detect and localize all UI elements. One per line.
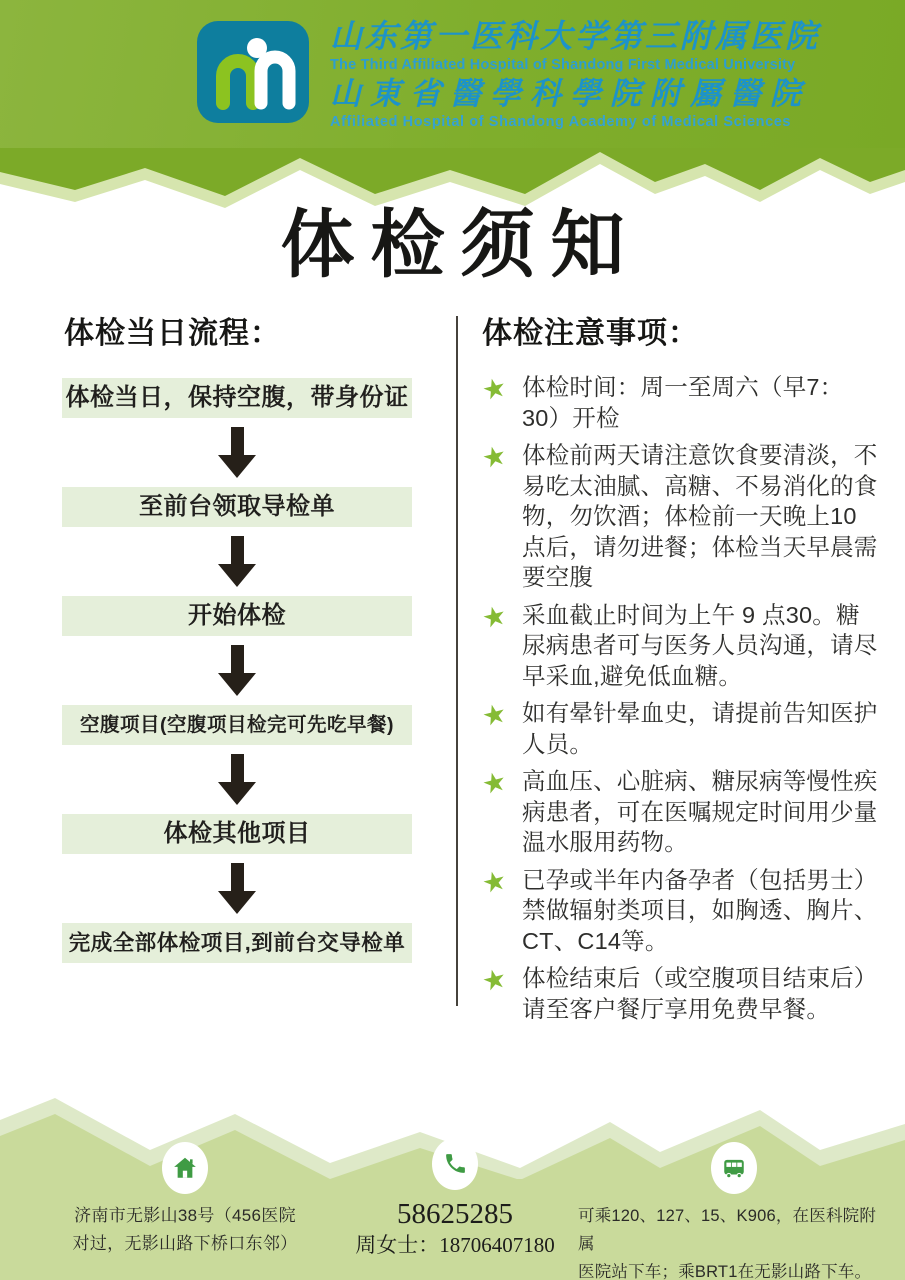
footer-address-block [70, 1142, 300, 1258]
star-bullet-icon: ★ [478, 439, 510, 475]
hospital-name-block [330, 18, 890, 132]
home-icon [162, 1142, 208, 1194]
arrow-down-icon [62, 636, 412, 705]
hospital-name-en-2: Affiliated Hospital of Shandong Academy of Medical Sciences [330, 114, 792, 130]
hospital-name-cn: 山东第一医科大学第三附属医院 [330, 18, 821, 54]
note-item [478, 439, 880, 593]
arrow-down-icon [62, 745, 412, 814]
flow-step: 完成全部体检项目,到前台交导检单 [62, 923, 412, 963]
arrow-down-icon [62, 854, 412, 923]
notes-heading: 体检注意事项： [482, 317, 699, 350]
note-text: 体检结束后（或空腹项目结束后）请至客户餐厅享用免费早餐。 [522, 965, 878, 1022]
note-item [478, 371, 880, 433]
header-banner [0, 0, 905, 150]
bus-icon [711, 1142, 757, 1194]
column-divider [456, 316, 458, 1006]
arrow-down-icon [62, 527, 412, 596]
note-text: 如有晕针晕血史，请提前告知医护人员。 [522, 700, 878, 757]
footer-bus-block [578, 1142, 890, 1280]
hospital-logo-icon [197, 21, 309, 128]
flow-step: 开始体检 [62, 596, 412, 636]
note-text: 体检时间：周一至周六（早7：30）开检 [522, 374, 844, 431]
hospital-name-cn-traditional: 山東省醫學科學院附屬醫院 [330, 76, 810, 111]
phone-number-main: 58625285 [397, 1198, 513, 1230]
star-bullet-icon: ★ [478, 863, 510, 899]
phone-icon [432, 1138, 478, 1190]
address-line-2: 对过，无影山路下桥口东邻） [72, 1234, 298, 1253]
note-text: 体检前两天请注意饮食要清淡，不易吃太油腻、高糖、不易消化的食物，勿饮酒；体检前一天晚上10点后，请勿进餐；体检当天早晨需要空腹 [522, 442, 878, 590]
bus-line-1: 可乘120、127、15、K906，在医科院附属 [578, 1207, 877, 1253]
phone-number-contact: 周女士：18706407180 [355, 1233, 555, 1257]
star-bullet-icon: ★ [478, 962, 510, 998]
bus-line-2: 医院站下车；乘BRT1在无影山路下车。 [578, 1263, 872, 1280]
flow-step: 体检当日，保持空腹，带身份证 [62, 378, 412, 418]
star-bullet-icon: ★ [478, 765, 510, 801]
note-item [478, 765, 880, 858]
note-text: 高血压、心脏病、糖尿病等慢性疾病患者，可在医嘱规定时间用少量温水服用药物。 [522, 768, 878, 855]
notes-list [478, 371, 880, 1024]
star-bullet-icon: ★ [478, 697, 510, 733]
footer-phone-block [330, 1138, 580, 1260]
note-item [478, 697, 880, 759]
note-item [478, 863, 880, 957]
note-item [478, 598, 880, 692]
hospital-name-en: The Third Affiliated Hospital of Shandong First Medical University [330, 57, 796, 73]
note-text: 采血截止时间为上午 9 点30。糖尿病患者可与医务人员沟通，请尽早采血,避免低血糖。 [522, 601, 878, 689]
note-item [478, 962, 880, 1024]
star-bullet-icon: ★ [478, 371, 510, 407]
flow-heading: 体检当日流程： [64, 317, 281, 350]
note-text: 已孕或半年内备孕者（包括男士）禁做辐射类项目，如胸透、胸片、CT、C14等。 [522, 866, 878, 954]
notes-section [478, 308, 880, 1031]
flow-step: 至前台领取导检单 [62, 487, 412, 527]
flow-step: 体检其他项目 [62, 814, 412, 854]
page-title: 体检须知 [280, 203, 641, 286]
flow-step: 空腹项目(空腹项目检完可先吃早餐) [62, 705, 412, 745]
address-line-1: 济南市无影山38号（456医院 [74, 1206, 296, 1225]
arrow-down-icon [62, 418, 412, 487]
flow-section [62, 308, 412, 963]
star-bullet-icon: ★ [478, 598, 510, 634]
